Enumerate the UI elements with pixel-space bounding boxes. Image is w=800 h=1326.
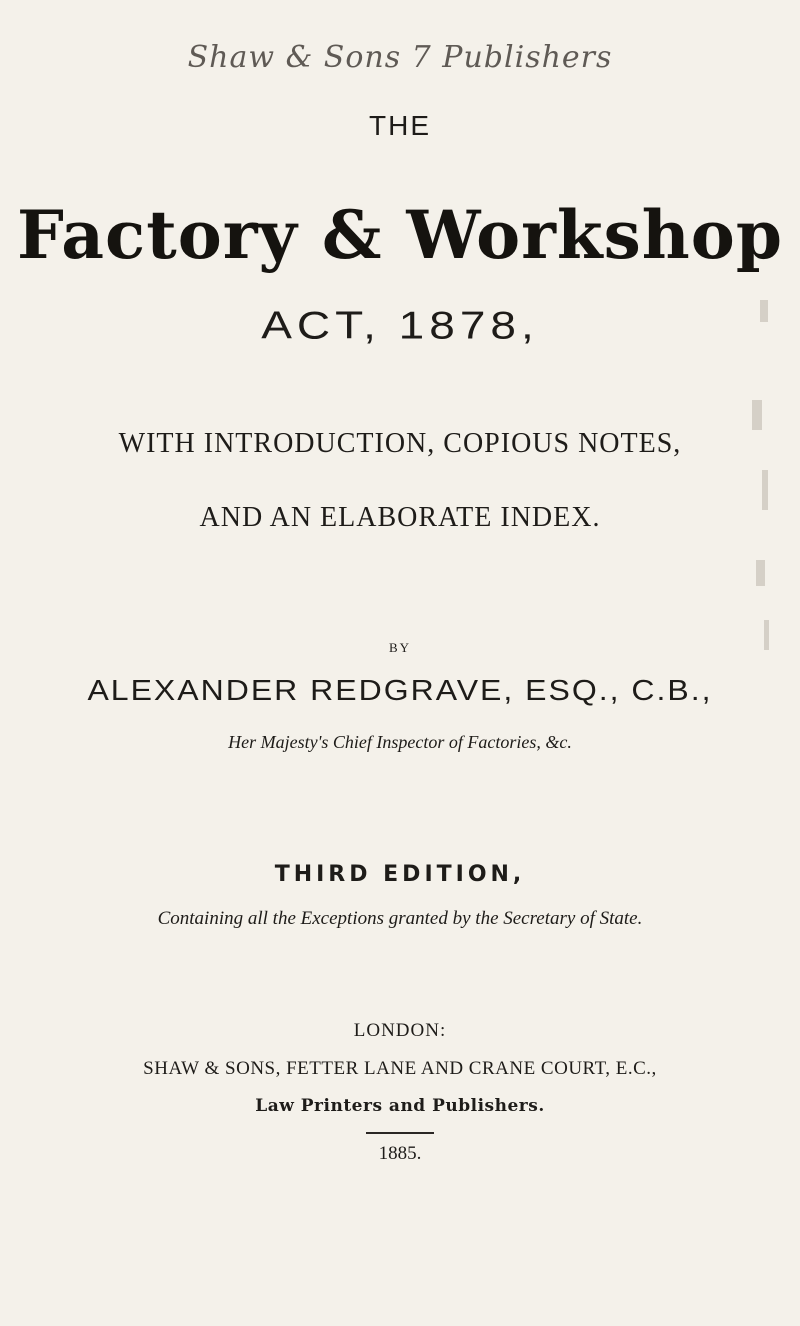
paper-mark <box>752 400 762 430</box>
subtitle-line-1: WITH INTRODUCTION, COPIOUS NOTES, <box>118 428 682 459</box>
act-title: ACT, 1878, <box>261 302 539 348</box>
edition-label: THIRD EDITION, <box>274 862 526 887</box>
imprint-city: LONDON: <box>353 1020 447 1041</box>
edition-note: Containing all the Exceptions granted by the Secretary of State. <box>157 908 643 929</box>
imprint-divider <box>366 1132 434 1134</box>
imprint-publisher: SHAW & SONS, FETTER LANE AND CRANE COURT, E.C., <box>143 1058 657 1079</box>
author-name: ALEXANDER REDGRAVE, ESQ., C.B., <box>87 673 713 707</box>
subtitle-line-2: AND AN ELABORATE INDEX. <box>199 502 601 533</box>
by-label: BY <box>388 640 412 655</box>
paper-mark <box>762 470 768 510</box>
imprint-trade: Law Printers and Publishers. <box>255 1096 545 1116</box>
paper-mark <box>756 560 765 586</box>
imprint-year: 1885. <box>378 1143 422 1164</box>
main-title: Factory & Workshop <box>17 196 783 274</box>
paper-mark <box>764 620 769 650</box>
author-position: Her Majesty's Chief Inspector of Factories, &c. <box>228 732 572 752</box>
title-the: THE <box>369 110 431 141</box>
paper-mark <box>760 300 768 322</box>
handwritten-note: Shaw & Sons 7 Publishers <box>187 40 613 75</box>
